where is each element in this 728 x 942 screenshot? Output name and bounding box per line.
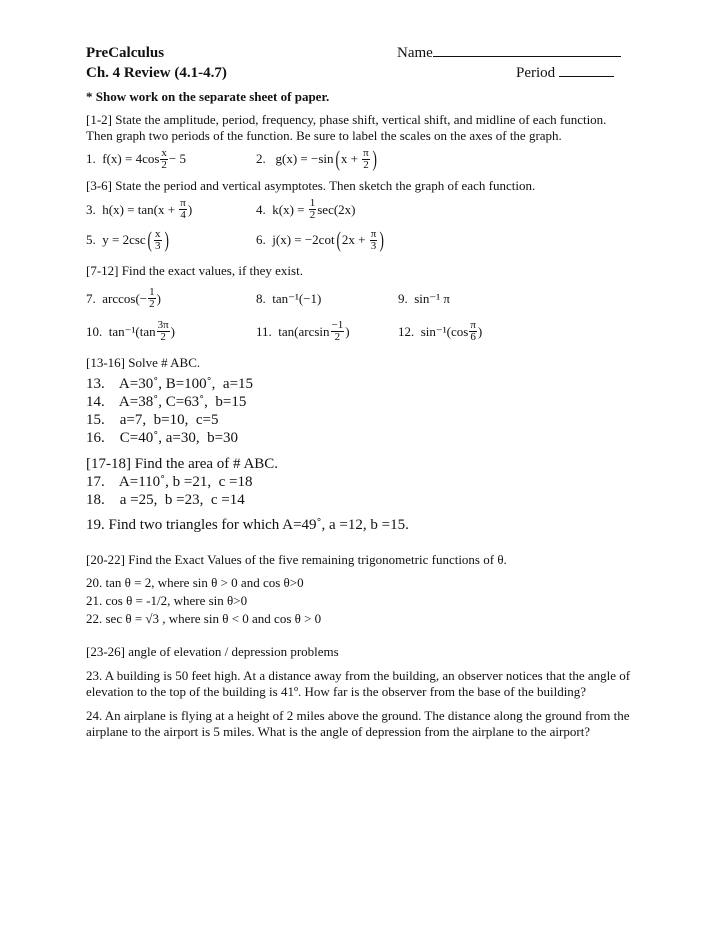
math-expression (256, 291, 398, 307)
math-expression (398, 320, 631, 343)
trig-list (86, 574, 631, 628)
problem-1 (86, 148, 256, 171)
area-list (86, 473, 631, 509)
numerator: 1 (149, 286, 155, 298)
trig-problem: 21. cos θ = -1/2, where sin θ>0 (86, 593, 248, 608)
header-row-1 (86, 43, 631, 63)
triangle-problem: 14. A=38˚, C=63˚, b=15 (86, 394, 247, 410)
denominator: 2 (161, 158, 167, 171)
math-text: 12. sin⁻¹(cos (398, 323, 469, 339)
problem-12 (398, 320, 631, 343)
section-17-18: [17-18] Find the area of # ABC. (86, 456, 279, 472)
triangle-problem: 13. A=30˚, B=100˚, a=15 (86, 376, 254, 392)
section-7-12: [7-12] Find the exact values, if they exist. (86, 263, 303, 278)
numerator: −1 (331, 319, 344, 331)
course-title: PreCalculus (86, 45, 165, 61)
math-text: ( x + (340, 151, 362, 166)
math-expression (256, 198, 398, 221)
fraction (160, 148, 168, 171)
period-field (516, 63, 614, 83)
denominator: 2 (149, 298, 155, 310)
problem-7 (86, 287, 256, 310)
math-expression (86, 148, 256, 171)
math-expression (86, 198, 256, 221)
section-1-2: [1-2] State the amplitude, period, frequency, phase shift, vertical shift, and midline of each function. Then graph two periods of the function. Be sure to label the scales on the axes of the graph. (86, 112, 607, 143)
math-text: ) (345, 323, 350, 339)
section-23-26: [23-26] angle of elevation / depression problems (86, 644, 339, 659)
math-expression (256, 146, 398, 172)
math-expression (86, 287, 256, 310)
math-text: ) (170, 323, 176, 339)
problem-3 (86, 198, 256, 221)
section-20-22: [20-22] Find the Exact Values of the five remaining trigonometric functions of θ. (86, 552, 507, 567)
period-label: Period (516, 65, 556, 81)
problems-1-2 (86, 146, 631, 172)
math-text: 5. y = 2csc (86, 232, 146, 247)
math-text: 8. tan⁻¹(−1) (256, 290, 322, 306)
name-label: Name (397, 45, 433, 61)
math-expression (256, 227, 398, 253)
math-text: ) (156, 290, 161, 306)
header-row-2 (86, 63, 631, 83)
problem-24: 24. An airplane is flying at a height of 2 miles above the ground. The distance along the ground from the airplane to the airport is 5 miles. What is the angle of depression from the airplane to the airport? (86, 708, 630, 739)
section-13-16: [13-16] Solve # ABC. (86, 355, 201, 370)
denominator: 4 (180, 209, 186, 221)
period-blank (559, 76, 614, 77)
numerator: ( x (155, 227, 161, 240)
denominator: 2 (334, 331, 341, 343)
denominator: 2 (309, 209, 316, 221)
math-expression (398, 291, 631, 307)
problem-9 (398, 291, 631, 307)
fraction (469, 320, 477, 343)
denominator: 2 (160, 331, 166, 343)
fraction (370, 229, 378, 252)
denominator: 3 (370, 239, 377, 252)
problem-6 (256, 227, 398, 253)
math-text: sec(2x) (317, 201, 356, 217)
math-text: 2. g(x) = −sin (256, 151, 334, 166)
problems-10-12 (86, 320, 631, 343)
triangle-problem: 15. a=7, b=10, c=5 (86, 412, 219, 428)
fraction (362, 148, 370, 171)
math-text: − 5 (168, 151, 186, 166)
chapter-title: Ch. 4 Review (4.1-4.7) (86, 65, 227, 81)
problem-5 (86, 227, 256, 253)
denominator: 2 (363, 158, 369, 171)
numerator: x (161, 146, 167, 159)
numerator: 3π (157, 319, 169, 331)
problems-5-6 (86, 227, 631, 253)
name-blank (433, 56, 621, 57)
math-expression (86, 227, 256, 253)
numerator: π (370, 227, 377, 240)
triangle-list (86, 375, 631, 447)
math-expression (86, 320, 256, 343)
problems-7-9 (86, 287, 631, 310)
numerator: π (180, 197, 186, 209)
math-text: 11. tan(arcsin (256, 323, 330, 339)
trig-problem: 22. sec θ = √3 , where sin θ < 0 and cos θ > 0 (86, 611, 322, 626)
section-3-6: [3-6] State the period and vertical asymptotes. Then sketch the graph of each function. (86, 178, 536, 193)
problem-19: 19. Find two triangles for which A=49˚, a =12, b =15. (86, 517, 409, 533)
numerator: π (363, 146, 369, 159)
area-problem: 18. a =25, b =23, c =14 (86, 492, 245, 508)
problem-4 (256, 198, 398, 221)
fraction (154, 229, 162, 252)
math-expression (256, 320, 398, 343)
problem-2 (256, 146, 398, 172)
denominator: 6 (470, 331, 476, 343)
math-text: ) (477, 323, 483, 339)
math-text: ) (187, 201, 193, 217)
math-text: ( 2x + (341, 232, 369, 247)
problem-11 (256, 320, 398, 343)
problem-10 (86, 320, 256, 343)
triangle-problem: 16. C=40˚, a=30, b=30 (86, 430, 239, 446)
numerator: π (470, 319, 476, 331)
parenthesized-group (335, 227, 386, 253)
trig-problem: 20. tan θ = 2, where sin θ > 0 and cos θ>0 (86, 575, 304, 590)
instruction-note: * Show work on the separate sheet of paper. (86, 89, 330, 104)
numerator: 1 (309, 197, 316, 209)
math-text: 1. f(x) = 4cos (86, 151, 160, 166)
math-text: 6. j(x) = −2cot (256, 232, 335, 247)
fraction (179, 198, 187, 221)
math-text: 7. arccos(− (86, 290, 148, 306)
problem-8 (256, 291, 398, 307)
problems-3-4 (86, 198, 631, 221)
parenthesized-group (334, 146, 379, 172)
math-text: 9. sin⁻¹ π (398, 290, 450, 306)
denominator: 3 (155, 239, 161, 252)
math-text: 3. h(x) = tan(x + (86, 201, 179, 217)
parenthesized-group (146, 227, 170, 253)
math-text: 4. k(x) = (256, 201, 308, 217)
name-field (397, 43, 621, 63)
math-text: 10. tan⁻¹(tan (86, 323, 156, 339)
fraction (148, 287, 156, 310)
fraction (331, 320, 345, 343)
problem-23: 23. A building is 50 feet high. At a distance away from the building, an observer notices that the angle of elevation to the top of the building is 41º. How far is the observer from the base of the building? (86, 668, 631, 699)
fraction (309, 198, 317, 221)
area-problem: 17. A=110˚, b =21, c =18 (86, 474, 253, 490)
fraction (157, 320, 170, 343)
